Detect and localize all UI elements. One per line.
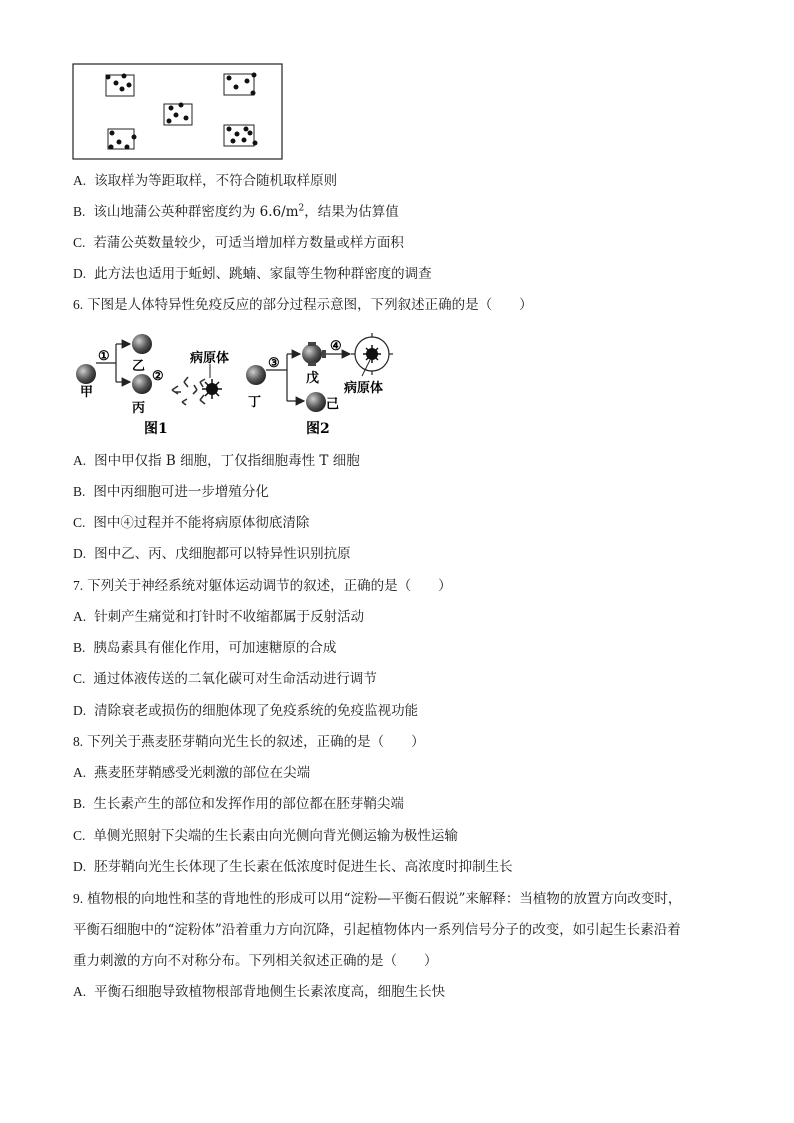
cell-jia [76,364,96,384]
q5-option-a: A. 该取样为等距取样，不符合随机取样原则 [73,173,338,189]
q6-option-c: C. 图中④过程并不能将病原体彻底清除 [73,515,310,531]
q9-stem-line-2: 平衡石细胞中的“淀粉体”沿着重力方向沉降，引起植物体内一系列信号分子的改变，如引起生长素沿着 [73,922,681,938]
q5-option-c: C. 若蒲公英数量较少，可适当增加样方数量或样方面积 [73,235,404,251]
step-2: ② [152,369,164,384]
q5-option-b: B. 该山地蒲公英种群密度约为 $6.6/m^2$，结果为估算值 [73,203,399,220]
step-3: ③ [268,356,280,371]
label-ding: 丁 [248,395,262,410]
label-ji: 己 [326,397,340,412]
step-4: ④ [330,339,342,354]
q8-option-d: D. 胚芽鞘向光生长体现了生长素在低浓度时促进生长、高浓度时抑制生长 [73,859,513,875]
quadrat-4 [108,129,137,150]
q9-stem-line-3: 重力刺激的方向不对称分布。下列相关叙述正确的是（ ） [73,953,438,969]
immune-figure [72,330,402,440]
label-pathogen-1: 病原体 [190,351,230,366]
q6-option-a: A. 图中甲仅指 B 细胞，丁仅指细胞毒性 T 细胞 [73,453,360,469]
q8-option-c: C. 单侧光照射下尖端的生长素由向光侧向背光侧运输为极性运输 [73,828,458,844]
q7-stem: 7. 下列关于神经系统对躯体运动调节的叙述，正确的是（ ） [73,578,452,594]
cell-wu [302,344,322,364]
quadrat-3 [164,103,192,126]
q6-option-b: B. 图中丙细胞可进一步增殖分化 [73,484,269,500]
step-1: ① [98,349,110,364]
quadrat-5 [224,125,258,146]
q8-stem: 8. 下列关于燕麦胚芽鞘向光生长的叙述，正确的是（ ） [73,734,425,750]
quadrat-2 [224,73,257,96]
label-yi: 乙 [132,359,146,374]
fig1-label: 图1 [144,421,168,437]
q8-option-b: B. 生长素产生的部位和发挥作用的部位都在胚芽鞘尖端 [73,796,404,812]
q7-option-a: A. 针刺产生痛觉和打针时不收缩都属于反射活动 [73,609,365,625]
label-wu: 戊 [306,371,320,386]
q7-option-c: C. 通过体液传送的二氧化碳可对生命活动进行调节 [73,671,377,687]
sampling-figure [72,63,284,161]
q9-stem-line-1: 9. 植物根的向地性和茎的背地性的形成可以用“淀粉—平衡石假说”来解释：当植物的放置方向改变时， [73,891,682,907]
q8-option-a: A. 燕麦胚芽鞘感受光刺激的部位在尖端 [73,765,311,781]
label-jia: 甲 [80,385,94,400]
pathogen-icon-1 [202,379,222,399]
q6-option-d: D. 图中乙、丙、戊细胞都可以特异性识别抗原 [73,546,351,562]
q9-option-a: A. 平衡石细胞导致植物根部背地侧生长素浓度高，细胞生长快 [73,984,446,1000]
antibody-icons [172,377,205,405]
quadrat-1 [106,74,135,97]
cell-ding [246,365,266,385]
fig2-label: 图2 [306,421,330,437]
q5-option-d: D. 此方法也适用于蚯蚓、跳蝻、家鼠等生物种群密度的调查 [73,266,432,282]
label-pathogen-2: 病原体 [344,381,384,396]
cell-ji [306,392,326,412]
q7-option-d: D. 清除衰老或损伤的细胞体现了免疫系统的免疫监视功能 [73,703,419,719]
infected-cell-icon [351,333,393,375]
q7-option-b: B. 胰岛素具有催化作用，可加速糖原的合成 [73,640,337,656]
cell-yi [132,334,152,354]
q6-stem: 6. 下图是人体特异性免疫反应的部分过程示意图，下列叙述正确的是（ ） [73,297,533,313]
cell-bing [132,374,152,394]
label-bing: 丙 [132,401,146,416]
